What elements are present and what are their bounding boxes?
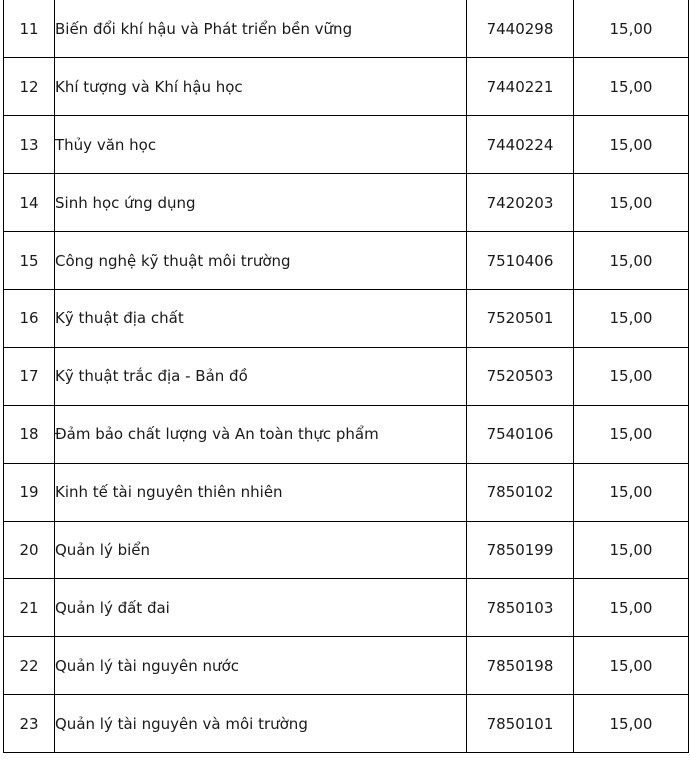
table-row (4, 174, 689, 232)
row-index: 22 (4, 637, 55, 695)
major-name: Quản lý biển (55, 521, 467, 579)
row-index: 11 (4, 0, 55, 58)
major-code: 7520501 (467, 289, 574, 347)
row-index: 17 (4, 347, 55, 405)
row-index: 20 (4, 521, 55, 579)
major-name: Công nghệ kỹ thuật môi trường (55, 232, 467, 290)
major-code: 7420203 (467, 174, 574, 232)
admission-score: 15,00 (574, 405, 689, 463)
major-code: 7440221 (467, 58, 574, 116)
majors-table (3, 0, 689, 753)
table-row (4, 521, 689, 579)
admission-score: 15,00 (574, 637, 689, 695)
major-code: 7850103 (467, 579, 574, 637)
row-index: 19 (4, 463, 55, 521)
major-code: 7440298 (467, 0, 574, 58)
table-row (4, 579, 689, 637)
major-name: Quản lý tài nguyên nước (55, 637, 467, 695)
major-code: 7540106 (467, 405, 574, 463)
row-index: 13 (4, 116, 55, 174)
major-code: 7510406 (467, 232, 574, 290)
admission-score: 15,00 (574, 0, 689, 58)
major-name: Kỹ thuật trắc địa - Bản đồ (55, 347, 467, 405)
table-row (4, 58, 689, 116)
admission-score: 15,00 (574, 58, 689, 116)
major-name: Đảm bảo chất lượng và An toàn thực phẩm (55, 405, 467, 463)
major-name: Thủy văn học (55, 116, 467, 174)
major-name: Biến đổi khí hậu và Phát triển bền vững (55, 0, 467, 58)
admission-score: 15,00 (574, 289, 689, 347)
admission-score: 15,00 (574, 232, 689, 290)
table-row (4, 463, 689, 521)
admission-score: 15,00 (574, 695, 689, 753)
table-row (4, 695, 689, 753)
table-row (4, 0, 689, 58)
row-index: 23 (4, 695, 55, 753)
row-index: 21 (4, 579, 55, 637)
admission-score: 15,00 (574, 521, 689, 579)
admission-score: 15,00 (574, 174, 689, 232)
row-index: 12 (4, 58, 55, 116)
major-code: 7440224 (467, 116, 574, 174)
admission-score: 15,00 (574, 347, 689, 405)
table-row (4, 289, 689, 347)
table-row (4, 405, 689, 463)
major-name: Khí tượng và Khí hậu học (55, 58, 467, 116)
table-row (4, 116, 689, 174)
major-name: Kinh tế tài nguyên thiên nhiên (55, 463, 467, 521)
major-code: 7520503 (467, 347, 574, 405)
table-row (4, 637, 689, 695)
major-code: 7850199 (467, 521, 574, 579)
row-index: 18 (4, 405, 55, 463)
row-index: 14 (4, 174, 55, 232)
major-name: Kỹ thuật địa chất (55, 289, 467, 347)
admission-score: 15,00 (574, 116, 689, 174)
major-code: 7850102 (467, 463, 574, 521)
majors-table-body (4, 0, 689, 753)
major-name: Quản lý tài nguyên và môi trường (55, 695, 467, 753)
major-code: 7850101 (467, 695, 574, 753)
table-row (4, 232, 689, 290)
row-index: 15 (4, 232, 55, 290)
row-index: 16 (4, 289, 55, 347)
major-name: Quản lý đất đai (55, 579, 467, 637)
table-row (4, 347, 689, 405)
major-code: 7850198 (467, 637, 574, 695)
major-name: Sinh học ứng dụng (55, 174, 467, 232)
admission-score: 15,00 (574, 579, 689, 637)
admission-score: 15,00 (574, 463, 689, 521)
